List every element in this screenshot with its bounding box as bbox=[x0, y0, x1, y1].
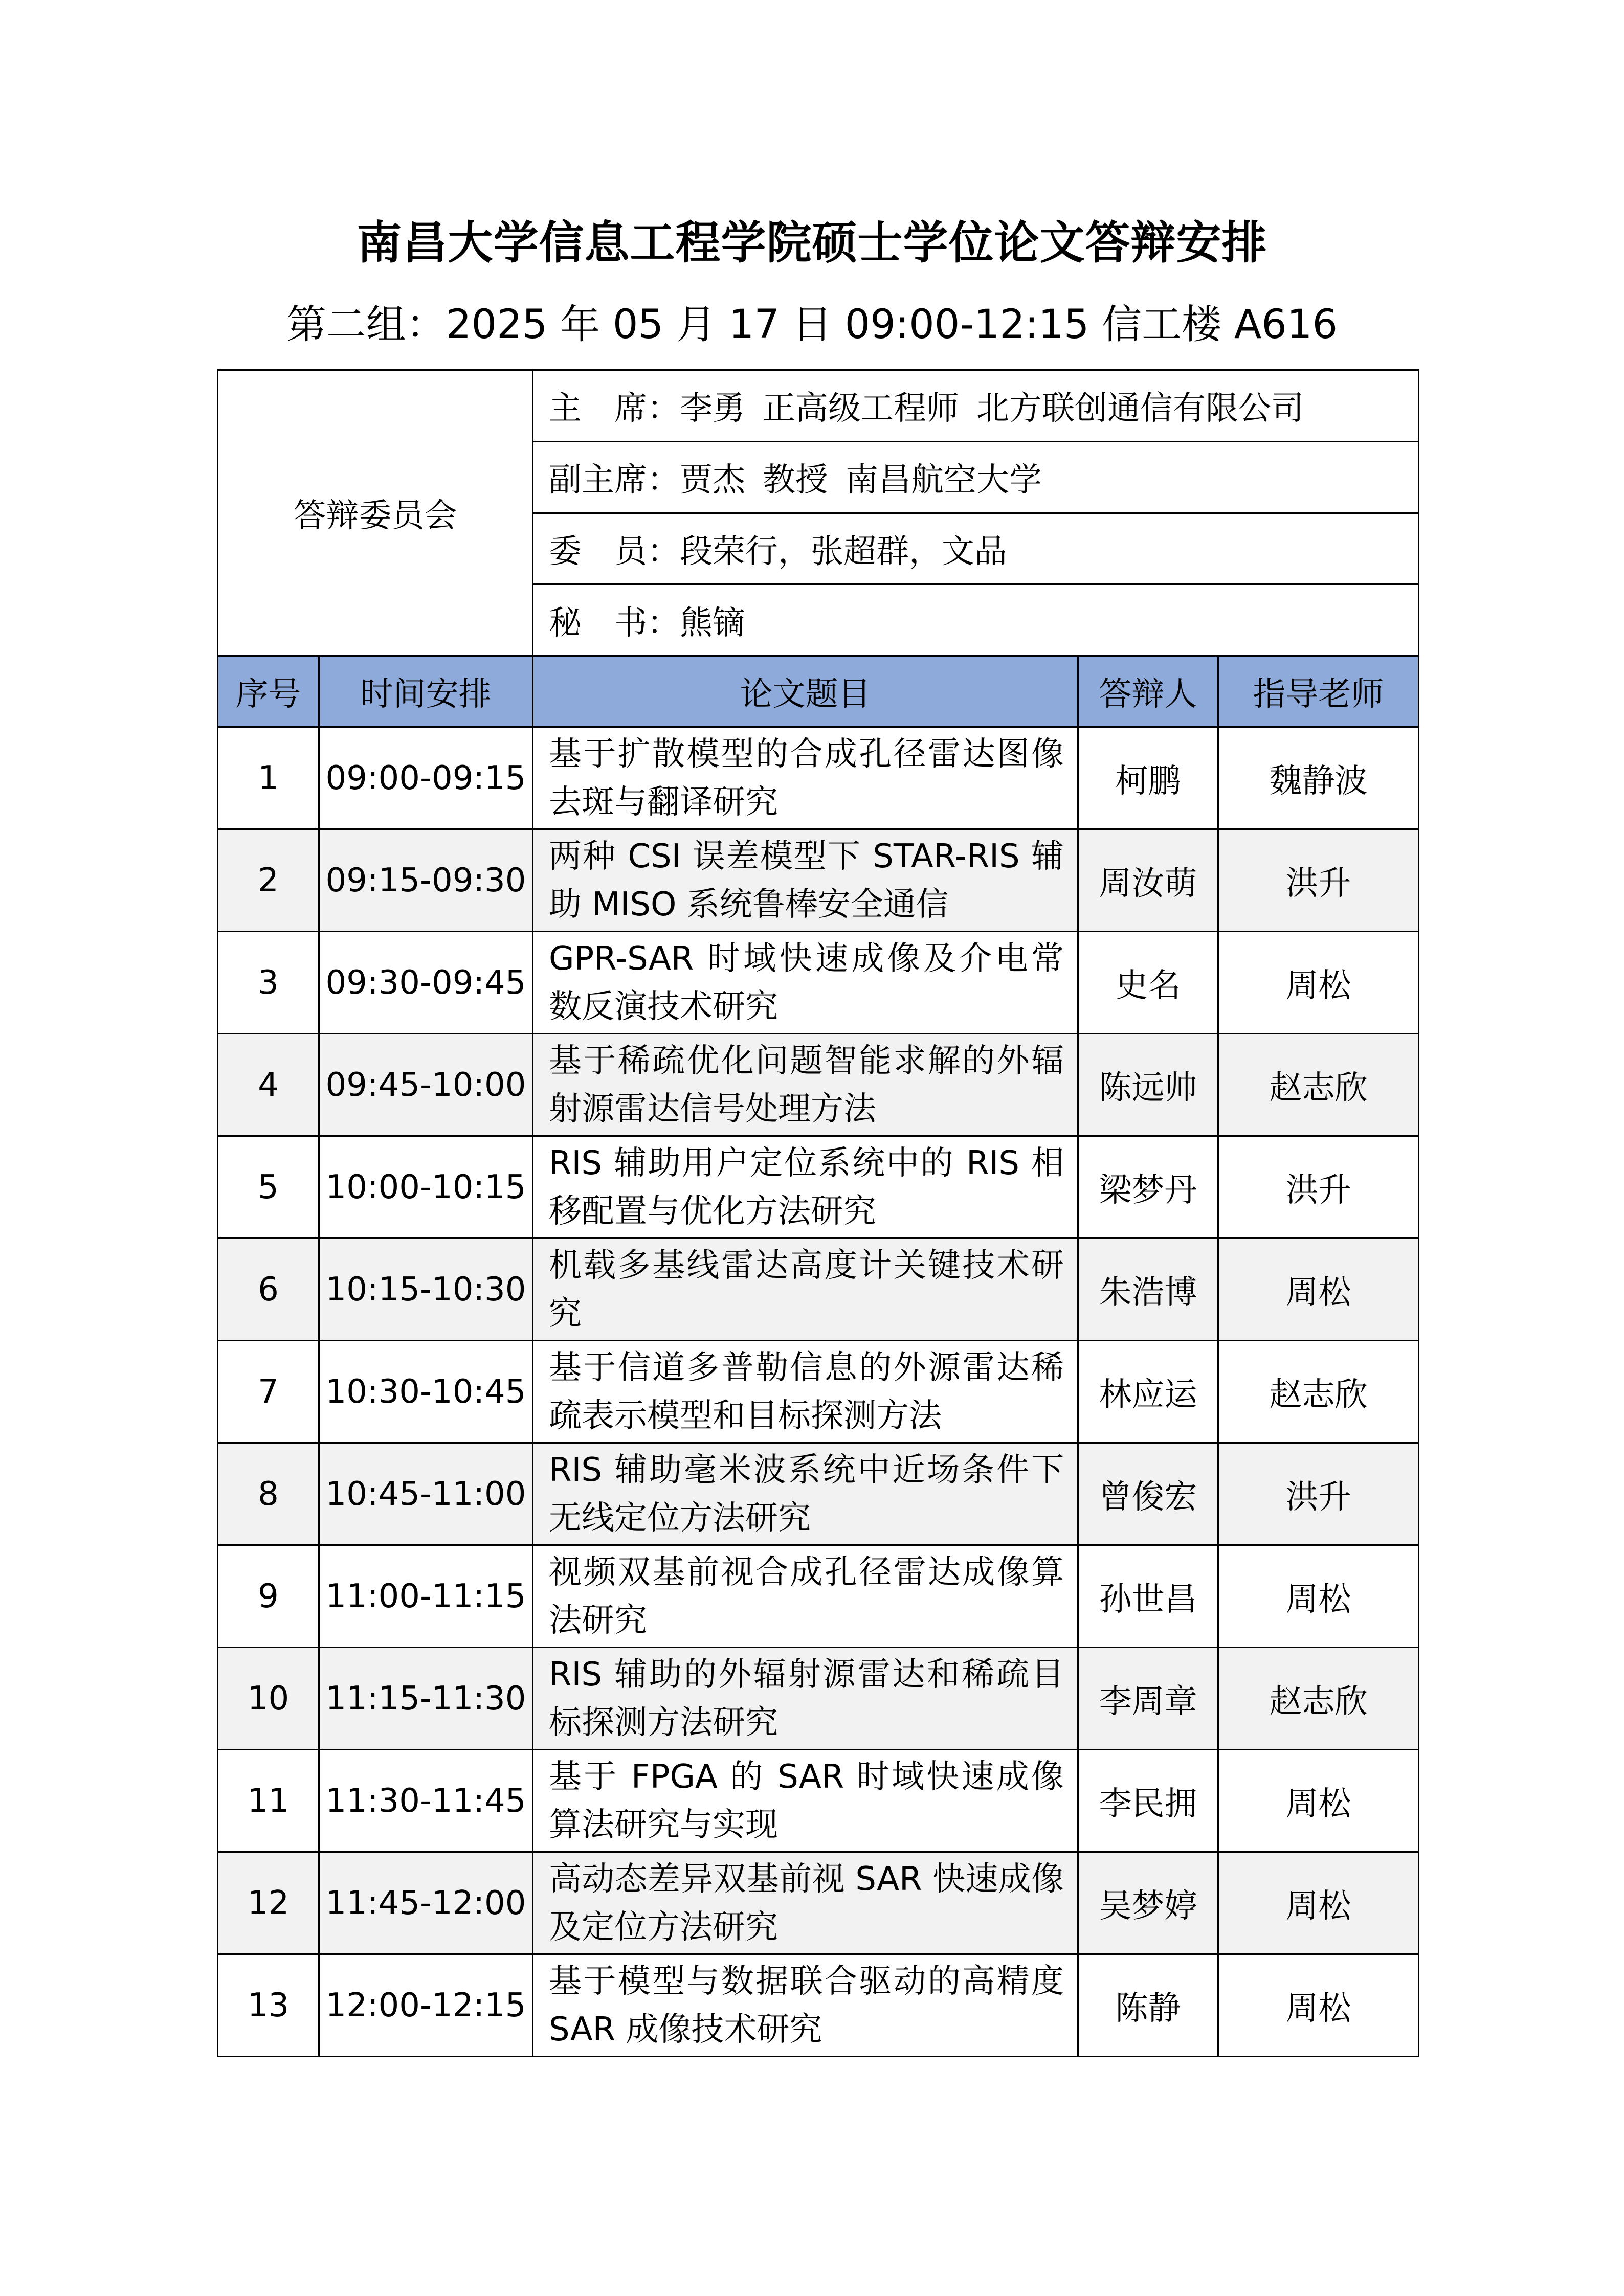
table-row bbox=[218, 1034, 1419, 1136]
row-time-cell: 12:00-12:15 bbox=[319, 1954, 533, 2057]
row-student-cell: 曾俊宏 bbox=[1078, 1443, 1218, 1545]
row-topic-cell: 两种 CSI 误差模型下 STAR-RIS 辅助 MISO 系统鲁棒安全通信 bbox=[533, 829, 1078, 932]
row-topic-cell: RIS 辅助的外辐射源雷达和稀疏目标探测方法研究 bbox=[533, 1648, 1078, 1750]
row-time-cell: 09:30-09:45 bbox=[319, 932, 533, 1034]
table-row bbox=[218, 1443, 1419, 1545]
row-student-cell: 陈静 bbox=[1078, 1954, 1218, 2057]
row-number-cell: 9 bbox=[218, 1545, 319, 1648]
row-time-cell: 10:30-10:45 bbox=[319, 1341, 533, 1443]
document-title: 南昌大学信息工程学院硕士学位论文答辩安排 bbox=[357, 216, 1267, 269]
row-time-cell: 10:45-11:00 bbox=[319, 1443, 533, 1545]
row-topic-cell: 基于稀疏优化问题智能求解的外辐射源雷达信号处理方法 bbox=[533, 1034, 1078, 1136]
row-student-cell: 梁梦丹 bbox=[1078, 1136, 1218, 1239]
document-subtitle: 第二组：2025 年 05 月 17 日 09:00-12:15 信工楼 A616 bbox=[286, 302, 1338, 348]
secretary-role: 秘 书： bbox=[549, 604, 680, 642]
row-advisor-cell: 周松 bbox=[1218, 1239, 1419, 1341]
table-row bbox=[218, 1341, 1419, 1443]
row-advisor-cell: 赵志欣 bbox=[1218, 1034, 1419, 1136]
row-number-cell: 11 bbox=[218, 1750, 319, 1852]
row-advisor-cell: 周松 bbox=[1218, 1954, 1419, 2057]
row-advisor-cell: 周松 bbox=[1218, 1750, 1419, 1852]
row-number-cell: 12 bbox=[218, 1852, 319, 1954]
vice-chair-title: 教授 bbox=[763, 461, 828, 500]
vice-chair-role: 副主席： bbox=[549, 461, 680, 500]
row-time-cell: 11:30-11:45 bbox=[319, 1750, 533, 1852]
header-advisor: 指导老师 bbox=[1218, 656, 1419, 727]
table-row bbox=[218, 727, 1419, 829]
row-time-cell: 09:45-10:00 bbox=[319, 1034, 533, 1136]
committee-vice-chair-cell bbox=[533, 441, 1419, 513]
row-advisor-cell: 洪升 bbox=[1218, 1443, 1419, 1545]
secretary-name: 熊镝 bbox=[680, 604, 745, 642]
row-advisor-cell: 魏静波 bbox=[1218, 727, 1419, 829]
table-row bbox=[218, 932, 1419, 1034]
row-topic-cell: 基于扩散模型的合成孔径雷达图像去斑与翻译研究 bbox=[533, 727, 1078, 829]
header-no: 序号 bbox=[218, 656, 319, 727]
row-student-cell: 李民拥 bbox=[1078, 1750, 1218, 1852]
row-number-cell: 4 bbox=[218, 1034, 319, 1136]
committee-chair-row bbox=[218, 370, 1419, 442]
row-topic-cell: 高动态差异双基前视 SAR 快速成像及定位方法研究 bbox=[533, 1852, 1078, 1954]
row-number-cell: 1 bbox=[218, 727, 319, 829]
row-time-cell: 11:15-11:30 bbox=[319, 1648, 533, 1750]
row-advisor-cell: 洪升 bbox=[1218, 829, 1419, 932]
row-number-cell: 13 bbox=[218, 1954, 319, 2057]
row-student-cell: 柯鹏 bbox=[1078, 727, 1218, 829]
header-topic: 论文题目 bbox=[533, 656, 1078, 727]
vice-chair-affiliation: 南昌航空大学 bbox=[846, 461, 1042, 500]
header-student: 答辩人 bbox=[1078, 656, 1218, 727]
committee-chair-cell bbox=[533, 370, 1419, 442]
table-row bbox=[218, 1239, 1419, 1341]
row-topic-cell: 基于信道多普勒信息的外源雷达稀疏表示模型和目标探测方法 bbox=[533, 1341, 1078, 1443]
row-topic-cell: 基于模型与数据联合驱动的高精度 SAR 成像技术研究 bbox=[533, 1954, 1078, 2057]
row-topic-cell: 机载多基线雷达高度计关键技术研究 bbox=[533, 1239, 1078, 1341]
row-time-cell: 11:45-12:00 bbox=[319, 1852, 533, 1954]
table-row bbox=[218, 1648, 1419, 1750]
table-row bbox=[218, 829, 1419, 932]
row-advisor-cell: 周松 bbox=[1218, 932, 1419, 1034]
row-number-cell: 10 bbox=[218, 1648, 319, 1750]
row-topic-cell: RIS 辅助毫米波系统中近场条件下无线定位方法研究 bbox=[533, 1443, 1078, 1545]
row-student-cell: 朱浩博 bbox=[1078, 1239, 1218, 1341]
row-time-cell: 10:15-10:30 bbox=[319, 1239, 533, 1341]
row-advisor-cell: 周松 bbox=[1218, 1852, 1419, 1954]
row-time-cell: 11:00-11:15 bbox=[319, 1545, 533, 1648]
chair-name: 李勇 bbox=[680, 390, 745, 428]
row-student-cell: 周汝萌 bbox=[1078, 829, 1218, 932]
row-number-cell: 2 bbox=[218, 829, 319, 932]
table-row bbox=[218, 1852, 1419, 1954]
row-number-cell: 8 bbox=[218, 1443, 319, 1545]
row-student-cell: 孙世昌 bbox=[1078, 1545, 1218, 1648]
row-time-cell: 09:15-09:30 bbox=[319, 829, 533, 932]
row-number-cell: 7 bbox=[218, 1341, 319, 1443]
row-time-cell: 09:00-09:15 bbox=[319, 727, 533, 829]
row-student-cell: 吴梦婷 bbox=[1078, 1852, 1218, 1954]
row-time-cell: 10:00-10:15 bbox=[319, 1136, 533, 1239]
row-student-cell: 李周章 bbox=[1078, 1648, 1218, 1750]
row-number-cell: 6 bbox=[218, 1239, 319, 1341]
row-advisor-cell: 赵志欣 bbox=[1218, 1648, 1419, 1750]
table-row bbox=[218, 1136, 1419, 1239]
members-names: 段荣行，张超群，文品 bbox=[680, 532, 1007, 571]
table-row bbox=[218, 1545, 1419, 1648]
header-time: 时间安排 bbox=[319, 656, 533, 727]
committee-secretary-cell bbox=[533, 584, 1419, 656]
row-advisor-cell: 周松 bbox=[1218, 1545, 1419, 1648]
row-topic-cell: 基于 FPGA 的 SAR 时域快速成像算法研究与实现 bbox=[533, 1750, 1078, 1852]
row-number-cell: 5 bbox=[218, 1136, 319, 1239]
row-topic-cell: 视频双基前视合成孔径雷达成像算法研究 bbox=[533, 1545, 1078, 1648]
row-advisor-cell: 洪升 bbox=[1218, 1136, 1419, 1239]
chair-role: 主 席： bbox=[549, 390, 680, 428]
members-role: 委 员： bbox=[549, 532, 680, 571]
table-row bbox=[218, 1750, 1419, 1852]
row-advisor-cell: 赵志欣 bbox=[1218, 1341, 1419, 1443]
chair-title: 正高级工程师 bbox=[763, 390, 959, 428]
row-student-cell: 陈远帅 bbox=[1078, 1034, 1218, 1136]
chair-affiliation: 北方联创通信有限公司 bbox=[976, 390, 1304, 428]
row-topic-cell: GPR-SAR 时域快速成像及介电常数反演技术研究 bbox=[533, 932, 1078, 1034]
table-row bbox=[218, 1954, 1419, 2057]
row-student-cell: 林应运 bbox=[1078, 1341, 1218, 1443]
defense-schedule-table bbox=[217, 369, 1419, 2057]
row-number-cell: 3 bbox=[218, 932, 319, 1034]
table-header-row bbox=[218, 656, 1419, 727]
committee-members-cell bbox=[533, 513, 1419, 584]
row-topic-cell: RIS 辅助用户定位系统中的 RIS 相移配置与优化方法研究 bbox=[533, 1136, 1078, 1239]
vice-chair-name: 贾杰 bbox=[680, 461, 745, 500]
committee-label: 答辩委员会 bbox=[218, 370, 533, 656]
row-student-cell: 史名 bbox=[1078, 932, 1218, 1034]
